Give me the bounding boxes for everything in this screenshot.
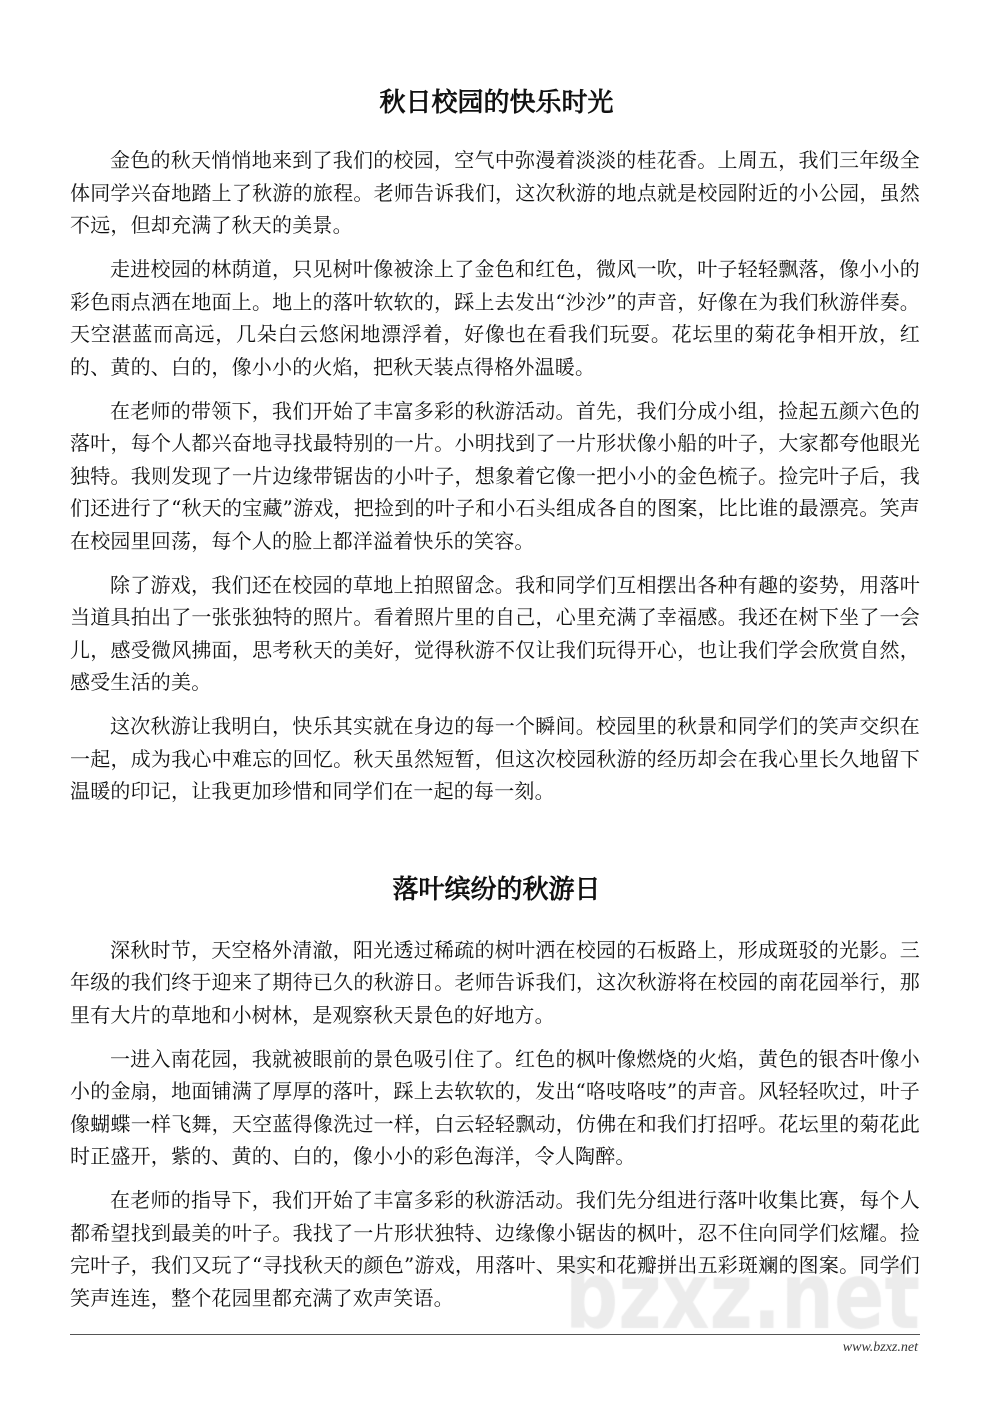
paragraph: 一进入南花园，我就被眼前的景色吸引住了。红色的枫叶像燃烧的火焰，黄色的银杏叶像小小的金扇，地面铺满了厚厚的落叶，踩上去软软的，发出“咯吱咯吱”的声音。风轻轻吹过，叶子像蝴蝶一样飞舞，天空蓝得像洗过一样，白云轻轻飘动，仿佛在和我们打招呼。花坛里的菊花此时正盛开，紫的、黄的、白的，像小小的彩色海洋，令人陶醉。 (70, 1046, 920, 1168)
paragraph: 在老师的带领下，我们开始了丰富多彩的秋游活动。首先，我们分成小组，捡起五颜六色的落叶，每个人都兴奋地寻找最特别的一片。小明找到了一片形状像小船的叶子，大家都夸他眼光独特。我则发现了一片边缘带锯齿的小叶子，想象着它像一把小小的金色梳子。捡完叶子后，我们还进行了“秋天的宝藏”游戏，把捡到的叶子和小石头组成各自的图案，比比谁的最漂亮。笑声在校园里回荡，每个人的脸上都洋溢着快乐的笑容。 (70, 398, 920, 553)
paragraph: 这次秋游让我明白，快乐其实就在身边的每一个瞬间。校园里的秋景和同学们的笑声交织在一起，成为我心中难忘的回忆。秋天虽然短暂，但这次校园秋游的经历却会在我心里长久地留下温暖的印记，让我更加珍惜和同学们在一起的每一刻。 (70, 714, 920, 803)
paragraph: 走进校园的林荫道，只见树叶像被涂上了金色和红色，微风一吹，叶子轻轻飘落，像小小的彩色雨点洒在地面上。地上的落叶软软的，踩上去发出“沙沙”的声音，好像在为我们秋游伴奏。天空湛蓝而高远，几朵白云悠闲地漂浮着，好像也在看我们玩耍。花坛里的菊花争相开放，红的、黄的、白的，像小小的火焰，把秋天装点得格外温暖。 (70, 257, 920, 379)
article-body (70, 934, 920, 1315)
article-title: 落叶缤纷的秋游日 (392, 874, 601, 905)
article-body (70, 144, 920, 808)
paragraph: 金色的秋天悄悄地来到了我们的校园，空气中弥漫着淡淡的桂花香。上周五，我们三年级全体同学兴奋地踏上了秋游的旅程。老师告诉我们，这次秋游的地点就是校园附近的小公园，虽然不远，但却充满了秋天的美景。 (70, 148, 920, 237)
paragraph: 除了游戏，我们还在校园的草地上拍照留念。我和同学们互相摆出各种有趣的姿势，用落叶当道具拍出了一张张独特的照片。看着照片里的自己，心里充满了幸福感。我还在树下坐了一会儿，感受微风拂面，思考秋天的美好，觉得秋游不仅让我们玩得开心，也让我们学会欣赏自然，感受生活的美。 (70, 572, 920, 694)
paragraph: 在老师的指导下，我们开始了丰富多彩的秋游活动。我们先分组进行落叶收集比赛，每个人都希望找到最美的叶子。我找了一片形状独特、边缘像小锯齿的枫叶，忍不住向同学们炫耀。捡完叶子，我们又玩了“寻找秋天的颜色”游戏，用落叶、果实和花瓣拼出五彩斑斓的图案。同学们笑声连连，整个花园里都充满了欢声笑语。 (70, 1188, 920, 1310)
paragraph: 深秋时节，天空格外清澈，阳光透过稀疏的树叶洒在校园的石板路上，形成斑驳的光影。三年级的我们终于迎来了期待已久的秋游日。老师告诉我们，这次秋游将在校园的南花园举行，那里有大片的草地和小树林，是观察秋天景色的好地方。 (70, 937, 920, 1027)
footer-divider (70, 1334, 920, 1335)
article-title: 秋日校园的快乐时光 (379, 88, 614, 118)
footer-url: www.bzxz.net (842, 1340, 918, 1355)
